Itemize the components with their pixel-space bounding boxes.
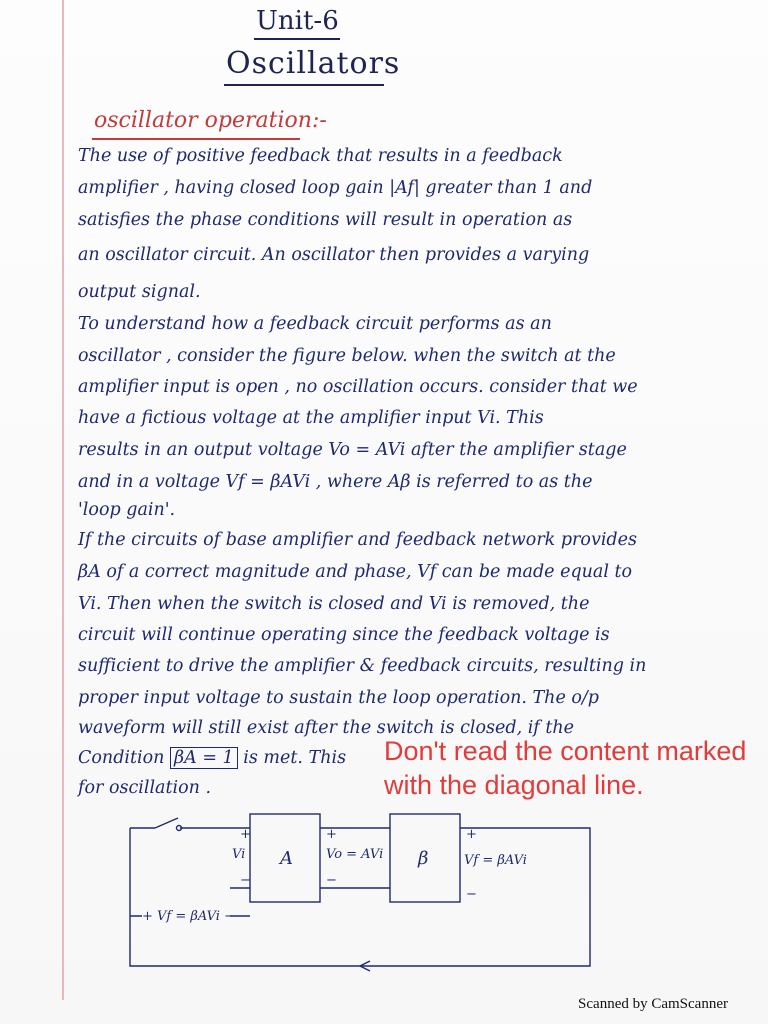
text-line: for oscillation . [78,778,212,798]
scanner-watermark: Scanned by CamScanner [578,996,728,1012]
plus-sign: + [466,827,477,842]
text-line: Vi. Then when the switch is closed and Vi is removed, the [78,594,590,614]
vo-label: Vo = AVi [326,847,384,862]
text-line: amplifier input is open , no oscillation occurs. consider that we [78,377,638,397]
text-line: circuit will continue operating since the feedback voltage is [78,625,610,645]
minus-sign: − [326,873,337,888]
minus-sign: − [466,887,477,902]
vf-loop-label: + Vf = βAVi − [142,909,235,924]
text-line: βA of a correct magnitude and phase, Vf can be made equal to [78,562,633,582]
text-line: The use of positive feedback that results in a feedback [78,146,563,166]
text-line: have a fictious voltage at the amplifier input Vi. This [78,408,544,428]
text-line: an oscillator circuit. An oscillator then provides a varying [78,245,590,265]
text-line: oscillator , consider the figure below. when the switch at the [78,346,616,366]
unit-title: Unit-6 [256,6,339,36]
section-heading-underline [92,138,300,140]
page-title: Oscillators [226,46,401,81]
text-line: sufficient to drive the amplifier & feedback circuits, resulting in [78,656,647,676]
overlay-note: Don't read the content marked with the diagonal line. [384,736,747,800]
amp-label: A [280,848,293,869]
text-line: 'loop gain'. [78,500,176,520]
margin-line [62,0,64,1000]
page-title-underline [224,84,384,86]
text-line: and in a voltage Vf = βAVi , where Aβ is referred to as the [78,472,593,492]
text-line: proper input voltage to sustain the loop operation. The o/p [78,688,600,708]
vf-output-label: Vf = βAVi [464,853,527,868]
unit-title-underline [254,38,340,40]
condition-suffix: is met. This [243,748,347,768]
feedback-label: β [418,848,429,869]
vi-label: Vi [232,847,246,862]
section-heading: oscillator operation:- [94,108,327,133]
condition-line [78,748,378,768]
minus-sign: − [240,873,251,888]
text-line: output signal. [78,282,201,302]
condition-box: βA = 1 [170,747,238,769]
text-line: waveform will still exist after the switch is closed, if the [78,718,574,738]
condition-prefix: Condition [78,748,165,768]
text-line: If the circuits of base amplifier and feedback network provides [78,530,637,550]
text-line: amplifier , having closed loop gain |Af| greater than 1 and [78,178,593,198]
text-line: results in an output voltage Vo = AVi after the amplifier stage [78,440,627,460]
plus-sign: + [326,827,337,842]
switch [130,818,250,828]
text-line: To understand how a feedback circuit performs as an [78,314,552,334]
text-line: satisfies the phase conditions will result in operation as [78,210,573,230]
plus-sign: + [240,827,251,842]
feedback-circuit-diagram [120,806,660,996]
